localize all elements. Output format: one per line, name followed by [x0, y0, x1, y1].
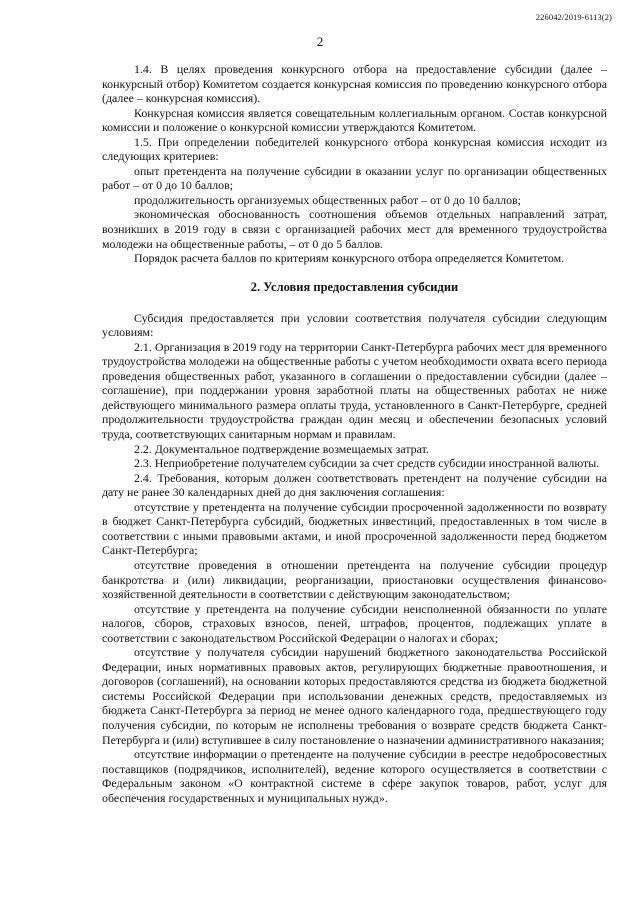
requirement-no-unfair-supplier: отсутствие информации о претенденте на получение субсидии в реестре недобросовестных поставщиков (подрядчиков, исполнителей), ведение которого осуществляется в соответствии с Федеральным законом «О контрактной системе в сфере закупок товаров, работ, услуг для обеспечения государственных и муниципальных нужд». — [102, 747, 607, 805]
paragraph-commission-status: Конкурсная комиссия является совещательным коллегиальным органом. Состав конкурсной комиссии и положение о конкурсной комиссии утверждаются Комитетом. — [102, 105, 607, 135]
paragraph-2-4: 2.4. Требования, которым должен соответствовать претендент на получение субсидии на дату не ранее 30 календарных дней до дня заключения соглашения: — [102, 470, 607, 500]
criterion-experience: опыт претендента на получение субсидии в оказании услуг по организации общественных работ – от 0 до 10 баллов; — [102, 163, 607, 193]
requirement-no-bankruptcy: отсутствие проведения в отношении претендента на получение субсидии процедур банкротства и (или) ликвидации, реорганизации, приостановки осуществления финансово-хозяйственной деятельности в соответствии с действующим законодательством; — [102, 557, 607, 602]
criterion-economic: экономическая обоснованность соотношения объемов отдельных направлений затрат, возникших в 2019 году в связи с организацией рабочих мест для временного трудоустройства молодежи на общественные работы, – от 0 до 5 баллов. — [102, 207, 607, 251]
paragraph-scoring: Порядок расчета баллов по критериям конкурсного отбора определяется Комитетом. — [134, 251, 565, 266]
paragraph-2-3: 2.3. Неприобретение получателем субсидии за счет средств субсидии иностранной валюты. — [134, 456, 600, 471]
paragraph-1-4: 1.4. В целях проведения конкурсного отбора на предоставление субсидии (далее – конкурсный отбор) Комитетом создается конкурсная комиссия по проведению конкурсного отбора (далее – конкурсная комиссия). — [102, 62, 607, 106]
paragraph-2-2: 2.2. Документальное подтверждение возмещаемых затрат. — [134, 441, 429, 456]
section-2-heading: 2. Условия предоставления субсидии — [250, 279, 459, 294]
requirement-no-tax-debt: отсутствие у претендента на получение субсидии неисполненной обязанности по уплате налогов, сборов, страховых взносов, пеней, штрафов, процентов, подлежащих уплате в соответствии с законодательством Российской Федерации о налогах и сборах; — [102, 601, 607, 645]
paragraph-1-5: 1.5. При определении победителей конкурсного отбора конкурсная комиссия исходит из следующих критериев: — [102, 134, 607, 164]
page-number: 2 — [316, 34, 324, 49]
requirement-no-debt: отсутствие у претендента на получение субсидии просроченной задолженности по возврату в бюджет Санкт-Петербурга субсидий, бюджетных инвестиций, предоставленных в том числе в соответствии с иными правовыми актами, и иной просроченной задолженности перед бюджетом Санкт-Петербурга; — [102, 499, 607, 558]
criterion-duration: продолжительность организуемых общественных работ – от 0 до 10 баллов; — [134, 192, 521, 207]
paragraph-conditions-intro: Субсидия предоставляется при условии соответствия получателя субсидии следующим условиям: — [102, 310, 607, 340]
document-body — [102, 62, 607, 805]
requirement-no-budget-violations: отсутствие у получателя субсидии нарушений бюджетного законодательства Российской Федерации, иных нормативных правовых актов, регулирующих бюджетные правоотношения, и договоров (соглашений), на основании которых предоставляются средства из бюджета бюджетной системы Российской Федерации при использовании денежных средств, предоставляемых из бюджета Санкт-Петербурга за период не менее одного календарного года, предшествующего году получения субсидии, по которым не исполнены требования о возврате средств бюджета Санкт-Петербурга и (или) вступившее в силу постановление о назначении административного наказания; — [102, 645, 607, 747]
document-id: 226042/2019-6113(2) — [535, 12, 612, 22]
paragraph-2-1: 2.1. Организация в 2019 году на территории Санкт-Петербурга рабочих мест для временного трудоустройства молодежи на общественные работы с учетом необходимости охвата всего периода проведения общественных работ, указанного в соглашении о предоставлении субсидии (далее – соглашение), при поддержании уровня заработной платы на общественных работах не ниже действующего минимального размера оплаты труда, установленного в Санкт-Петербурге, средней продолжительности трудоустройства граждан один месяц и обеспечении безопасных условий труда, соответствующих санитарным нормам и правилам. — [102, 339, 607, 442]
